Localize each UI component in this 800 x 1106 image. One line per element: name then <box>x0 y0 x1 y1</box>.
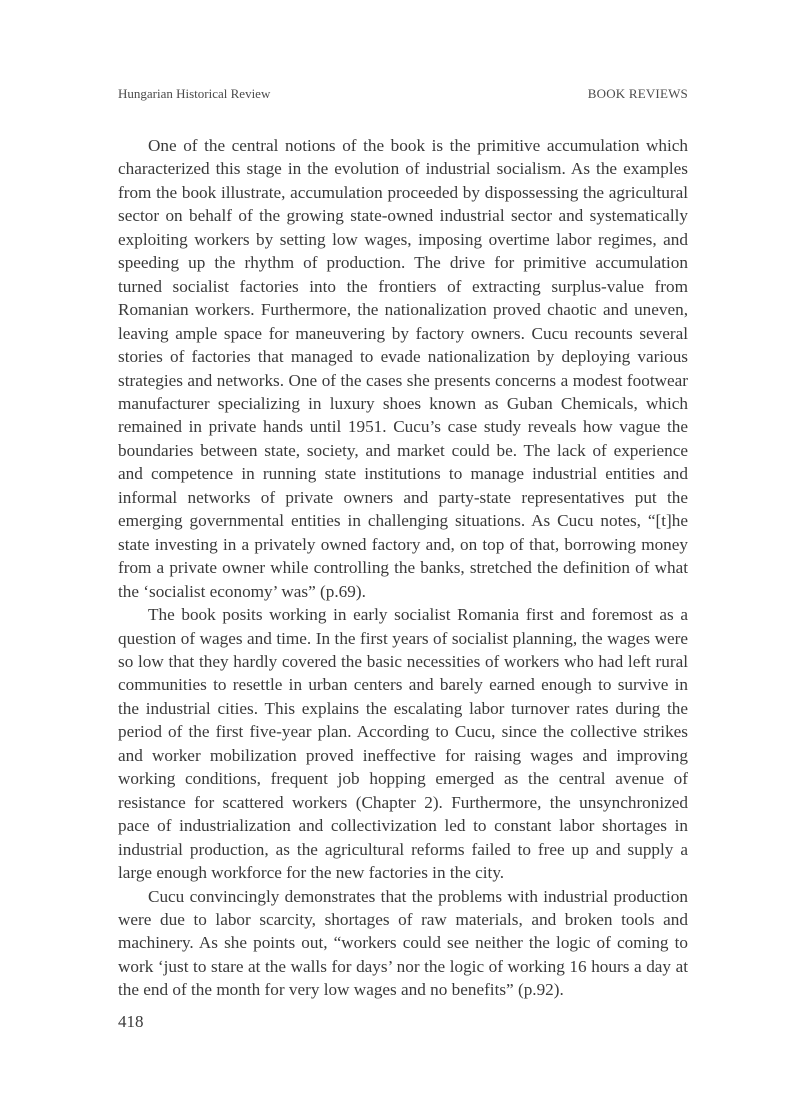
paragraph: Cucu convincingly demonstrates that the problems with industrial production were due to labor scarcity, shortages of raw materials, and broken tools and machinery. As she points out, “workers could see neither the logic of coming to work ‘just to stare at the walls for days’ nor the logic of working 16 hours a day at the end of the month for very low wages and no benefits” (p.92). <box>118 886 688 1000</box>
page-number: 418 <box>118 1012 144 1031</box>
paragraph: One of the central notions of the book is the primitive accumulation which characterized this stage in the evolution of industrial socialism. As the examples from the book illustrate, accumulation proceeded by dispossessing the agricultural sector on behalf of the growing state-owned industrial sector and systematically exploiting workers by setting low wages, imposing overtime labor regimes, and speeding up the rhythm of production. The drive for primitive accumulation turned socialist factories into the frontiers of extracting surplus-value from Romanian workers. Furthermore, the nationalization proved chaotic and uneven, leaving ample space for maneuvering by factory owners. Cucu recounts several stories of factories that managed to evade nationalization by deploying various strategies and networks. One of the cases she presents concerns a modest footwear manufacturer specializing in luxury shoes known as Guban Chemicals, which remained in private hands until 1951. Cucu’s case study reveals how vague the boundaries between state, society, and market could be. The lack of experience and competence in running state institutions to manage industrial entities and informal networks of private owners and party-state representatives put the emerging governmental entities in challenging situations. As Cucu notes, “[t]he state investing in a privately owned factory and, on top of that, borrowing money from a private owner while controlling the banks, stretched the definition of what the ‘socialist economy’ was” (p.69). <box>118 136 688 601</box>
journal-title: Hungarian Historical Review <box>118 86 271 101</box>
article-body <box>118 134 688 1002</box>
section-label: BOOK REVIEWS <box>587 86 688 101</box>
paragraph: The book posits working in early socialist Romania first and foremost as a question of wages and time. In the first years of socialist planning, the wages were so low that they hardly covered the basic necessities of workers who had left rural communities to resettle in urban centers and barely earned enough to survive in the industrial cities. This explains the escalating labor turnover rates during the period of the first five-year plan. According to Cucu, since the collective strikes and worker mobilization proved ineffective for raising wages and improving working conditions, frequent job hopping emerged as the central avenue of resistance for scattered workers (Chapter 2). Furthermore, the unsynchronized pace of industrialization and collectivization led to constant labor shortages in industrial production, as the agricultural reforms failed to free up and supply a large enough workforce for the new factories in the city. <box>118 605 688 883</box>
running-header <box>118 86 688 104</box>
